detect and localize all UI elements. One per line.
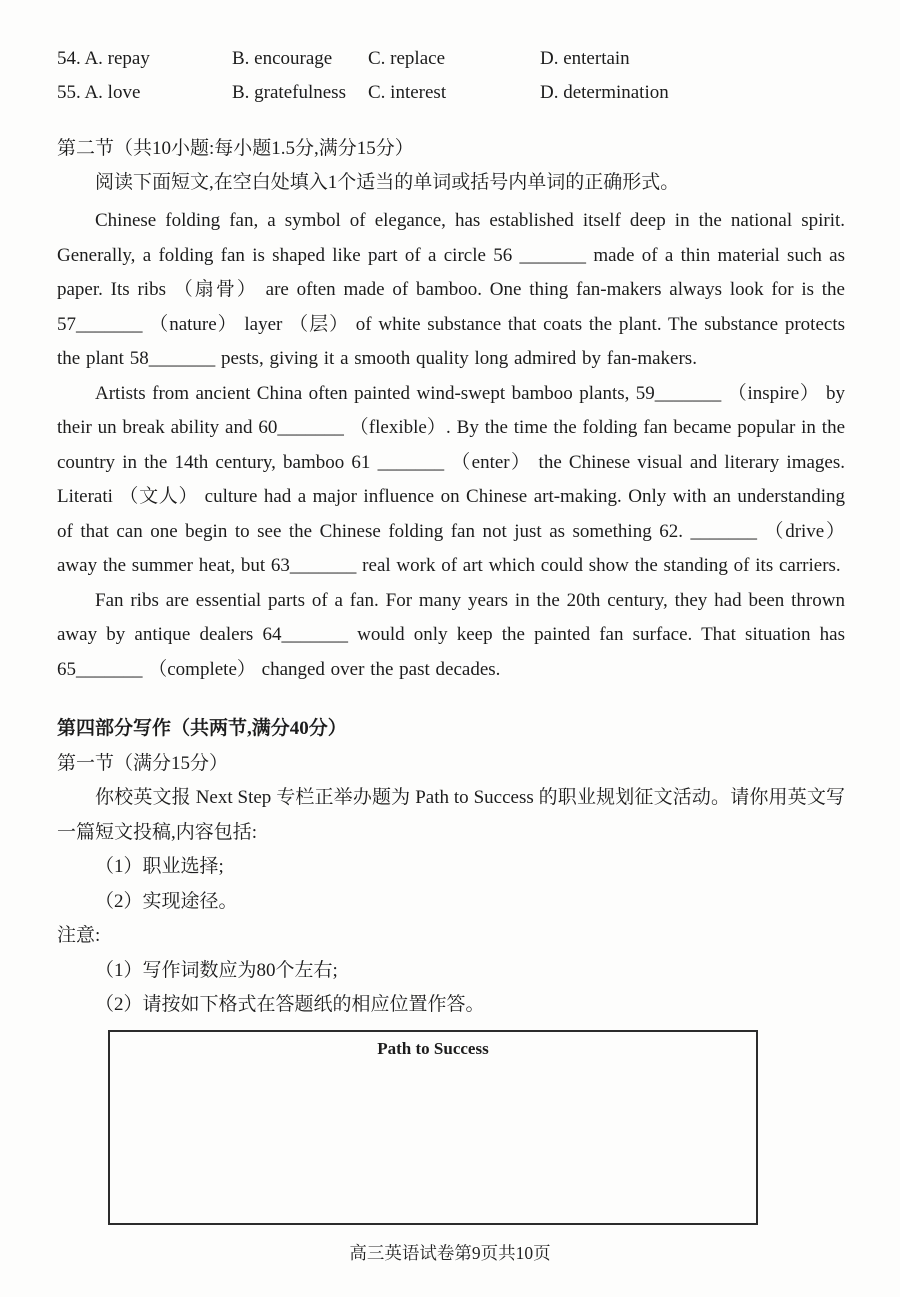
answer-format-box (108, 1030, 758, 1225)
writing-point-2: （2）实现途径。 (95, 890, 238, 912)
writing-section (57, 711, 845, 1225)
q55-option-d: D. determination (540, 82, 669, 103)
q54-option-d: D. entertain (540, 48, 630, 69)
writing-note-1: （1）写作词数应为80个左右; (95, 959, 338, 981)
cloze-paragraph-3: Fan ribs are essential parts of a fan. For many years in the 20th century, they had been thrown away by antique dealers 64_______ would only keep the painted fan surface. That situation has 65_______ （complete） changed over the past decades. (57, 589, 845, 680)
cloze-passage (57, 204, 845, 687)
writing-prompt: 你校英文报 Next Step 专栏正举办题为 Path to Success 的职业规划征文活动。请你用英文写一篇短文投稿,内容包括: (57, 787, 845, 843)
cloze-section-heading: 第二节（共10小题:每小题1.5分,满分15分） (57, 138, 414, 159)
page-footer: 高三英语试卷第9页共10页 (349, 1243, 551, 1263)
q55-option-c: C. interest (368, 82, 447, 103)
writing-point-1: （1）职业选择; (95, 856, 224, 877)
cloze-paragraph-1: Chinese folding fan, a symbol of elegance, has established itself deep in the national spirit. Generally, a folding fan is shaped like part of a circle 56 _______ made of a thin material such as paper. Its ribs （扇骨） are often made of bamboo. One thing fan-makers always look for is the 57_______ （nature） layer （层） of white substance that coats the plant. The substance protects the plant 58_______ pests, giving it a smooth quality long admired by fan-makers. (57, 210, 845, 369)
q54-option-c: C. replace (368, 48, 446, 69)
q54-option-b: B. encourage (232, 48, 333, 69)
answer-box-title: Path to Success (377, 1038, 489, 1058)
writing-section-heading: 第一节（满分15分） (57, 753, 229, 774)
q55-option-b: B. gratefulness (232, 82, 346, 103)
writing-note-2: （2）请按如下格式在答题纸的相应位置作答。 (95, 994, 485, 1015)
writing-notes-label: 注意: (57, 925, 101, 946)
question-54-row (57, 42, 845, 76)
writing-part-heading: 第四部分写作（共两节,满分40分） (57, 718, 347, 739)
cloze-paragraph-2: Artists from ancient China often painted wind-swept bamboo plants, 59_______ （inspire） by their un break ability and 60_______ （flexible）. By the time the folding fan became popular in the country in the 14th century, bamboo 61 _______ （enter） the Chinese visual and literary images. Literati （文人） culture had a major influence on Chinese art-making. Only with an understanding of that can one begin to see the Chinese folding fan not just as something 62. _______ （drive） away the summer heat, but 63_______ real work of art which could show the standing of its carriers. (57, 382, 845, 576)
question-55-row (57, 76, 845, 110)
cloze-instruction: 阅读下面短文,在空白处填入1个适当的单词或括号内单词的正确形式。 (95, 172, 680, 193)
q54-option-a: 54. A. repay (57, 48, 150, 69)
multiple-choice-options (57, 42, 845, 110)
q55-option-a: 55. A. love (57, 82, 141, 103)
